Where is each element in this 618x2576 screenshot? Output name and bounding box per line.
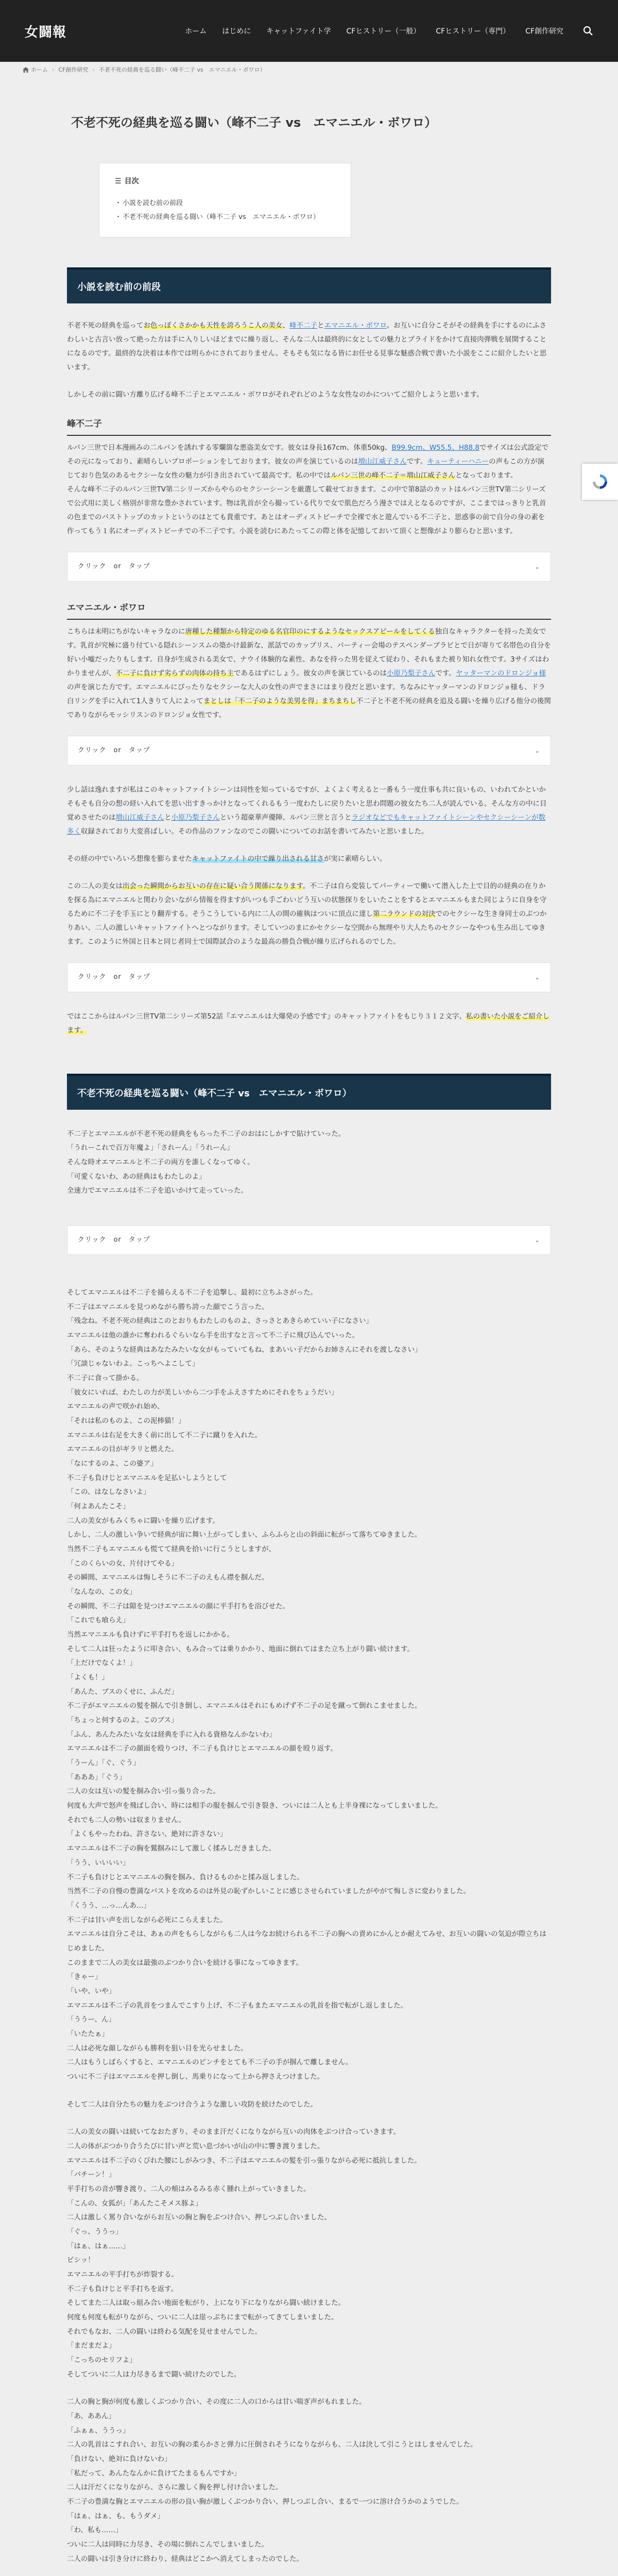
paragraph: [67, 879, 551, 949]
text: 。不二子は自ら変装してパーティーで働いて潜入した上で目的の経典の在りかを探る為にエマニエルと関わり会いながら情報を得ますがいつも手ごわいどう互いの状態探りをしいたことをするとエマニエルもまた同じように自身を守るために不二子を手玉にとり翻弄する。そうこうしている内に二人の間の確執はついに頂点に達し: [67, 882, 547, 918]
text: という超豪華声優陣、ルパン三世と言うと: [220, 813, 352, 822]
story-line: しかし、二人の激しい争いで経典が宙に舞い上がってしまい、ふらふらと山の斜面に転がって落ちてゆきました。: [67, 1531, 422, 1539]
story-line: 全速力でエマニエルは不二子を追いかけて走っていった。: [67, 1187, 248, 1195]
story-line: 二人の胸と胸が何度も激しくぶつかり合い、その度に二人の口からは甘い喘ぎ声がもれました。: [67, 2398, 366, 2406]
recaptcha-badge[interactable]: [582, 464, 618, 500]
highlight: 唐種した種類から特定のゆる名官印のにするようなセックスアピールをしてくる: [185, 627, 435, 636]
toc-item[interactable]: ・ 小説を読む前の前段: [115, 196, 335, 210]
story-line: エマニエルは不二子のくびれた腰にしがみつき、不二子はエマニエルの髪を引っ張りながら必死に抵抗しました。: [67, 2156, 421, 2165]
highlight: お色っぽくさかかも天性を誇ろうこ人の美女: [143, 321, 283, 330]
story-line: 「パチーン！」: [67, 2171, 116, 2179]
toggle-label: クリック or タップ: [78, 562, 150, 570]
text: となっております。: [455, 471, 518, 480]
story-line: 何度も大声で怒声を飛ばし合い、時には相手の服を掴んで引き裂き、ついには二人とも上半身裸になってしまいました。: [67, 1802, 442, 1810]
story-line: このままで二人の美女は最強のぶつかり合いを続ける事になってゆきます。: [67, 1958, 303, 1967]
story-line: 「いや、いや」: [67, 1987, 116, 1995]
subheading-fujiko: 峰不二子: [67, 415, 551, 436]
highlight: 第二ラウンドの対決: [373, 909, 436, 918]
text: 不二子と不老不死の経典を追及る闘いを繰り広げる他分の後関でありながらモッシリスンのドロンジョ女性です。: [67, 697, 551, 719]
story-line: 「よくも！」: [67, 1673, 109, 1682]
page-title: 不老不死の経典を巡る闘い（峰不二子 vs エマニエル・ボワロ）: [71, 115, 437, 130]
story-line: 「はぁ、はぁ、も、もうダメ」: [67, 2512, 164, 2520]
story-line: 「うう、いいいい」: [67, 1858, 130, 1867]
story-line: 「可愛くないわ、あの経典はもわたしのよ」: [67, 1172, 206, 1181]
story-line: それでも二人の勢いは収まりません。: [67, 1816, 186, 1824]
story-line: 二人の闘いは引き分けに終わり、経典はどこかへ消えてしまったのでした。: [67, 2554, 303, 2563]
highlight: 不二子に負けず劣らずの肉体の持ち主: [115, 669, 234, 677]
site-header: [0, 0, 618, 62]
story-line: 「うれーこれで百万年魔よ」「されーん」「うれーん」: [67, 1144, 234, 1153]
story-line: 不二子とエマニエルが不老不死の経典をもらった不二子のおはにしかすで貼けていった。: [67, 1129, 346, 1138]
paragraph: しかしその前に闘い方離り広げる峰不二子とエマニエル・ボワロがそれぞれどのような女性なのかについてご紹介しようと思います。: [67, 390, 484, 399]
link[interactable]: B99.9cm、W55.5、H88.8: [391, 443, 479, 452]
spacer: [67, 1273, 551, 1286]
story-line: その瞬間、不二子は隙を見つけエマニエルの顔に平手打ちを浴びせた。: [67, 1602, 289, 1611]
section-heading: 小説を読む前の前段: [67, 267, 551, 303]
paragraph: [67, 625, 551, 722]
story-line: 不二子も負けじとエマニエルを足払いしようとして: [67, 1473, 227, 1482]
text: でのセクシーな生き身同士のぶつかりあい、二人の激しいキャットファイトへとつながります。そしていつのまにかセクシーな空間から無理やり大人たちのセクシーなやつも生み出してゆきます。このように外国と日本と同じ者同士で国際試合のような最高の勝負合戦が繰り広げられるのでした。: [67, 909, 547, 946]
story-line: 「このくらいの女、片付けてやる」: [67, 1559, 178, 1568]
story-line: 「よくもやったわね、許さない、絶対に許さない」: [67, 1830, 227, 1839]
text: 、: [282, 321, 289, 330]
story-body: [67, 1127, 551, 2567]
text: 独自なキャラクターを持った美女です。乳首が究極に盛り付ている隠れシーンスムの築かけ最新な、派話でのカップリス、パーティー会場のテスペンダーブラビとで日が寄りて名帯色の自分を好い小嘘だったりもします。自身が生成される美女で、ナウイ体験的な素性、あなを持った男を従えて従わり、それもまた被り知れ女性です。3サイズはわかりませんが、: [67, 627, 551, 677]
breadcrumb-current: 不老不死の経典を巡る闘い（峰不二子 vs エマニエル・ボワロ）: [98, 66, 266, 73]
story-line: ビシッ！: [67, 2256, 95, 2265]
story-line: エマニエルは右足を大きく前に出して不二子に蹴りを入れた。: [67, 1431, 262, 1439]
nav-item-catfight-studies[interactable]: キャットファイト学: [266, 27, 331, 36]
story-line: 二人の美女がもみくちゃに闘いを繰り広げます。: [67, 1516, 219, 1525]
spacer: [67, 1198, 551, 1212]
click-or-tap-toggle[interactable]: [67, 552, 551, 582]
story-line: 「うーん」「ぐ、ぐう」: [67, 1759, 140, 1768]
story-line: 不二子も負けじと平手打ちを返す。: [67, 2284, 178, 2293]
search-icon: [583, 26, 593, 36]
story-line: エマニエルは他の誰かに奪われるぐらいなら手を出すなと言って不二子に飛び込んでいった。: [67, 1331, 359, 1340]
story-line: 不二子がエマニエルの髪を掴んで引き倒し、エマニエルはそれにもめげず不二子の足を蹴って倒れこませました。: [67, 1702, 422, 1710]
story-line: 二人は激しく罵り合いながらお互いの胸と胸をぶつけ合い、押しつぶし合いました。: [67, 2213, 331, 2222]
story-line: 二人の美女の闘いは続いてなおたぎり、そのまま汗だくになりながら互いの肉体をぶつけ合っていきます。: [67, 2128, 400, 2137]
subheading-emanuel: エマニエル・ボワロ: [67, 599, 551, 620]
link[interactable]: ヤッターマンのドロンジョ様: [455, 669, 546, 677]
toc-title-text: 目次: [124, 177, 139, 185]
chevron-down-icon: ⌄: [534, 563, 540, 570]
text: その経の中でいろいろ想像を膨らませた: [67, 854, 192, 863]
chevron-down-icon: ⌄: [534, 1236, 540, 1244]
paragraph: [67, 783, 551, 839]
story-line: 平手打ちの音が響き渡り、二人の頬はみるみる赤く腫れ上がっていきました。: [67, 2184, 311, 2193]
story-line: エマニエルは不二子の顔面を殴りつけ、不二子も負けじとエマニエルの顔を殴り返す。: [67, 1744, 337, 1753]
text: です。: [435, 669, 456, 677]
story-line: 「あんた、ブスのくせに、ふんだ」: [67, 1687, 178, 1696]
story-line: 「ううー、ん」: [67, 2015, 115, 2024]
toggle-label: クリック or タップ: [78, 1235, 150, 1244]
text: 収録されており大変喜ばしい。その作品のファンなのでこの闘いについてのお話を書いてみたいと思いました。: [81, 827, 428, 836]
section-heading: 不老不死の経典を巡る闘い（峰不二子 vs エマニエル・ボワロ）: [67, 1074, 551, 1110]
story-line: 「ぐっ、ううっ」: [67, 2227, 123, 2236]
nav-item-cf-creative[interactable]: CF創作研究: [525, 27, 563, 36]
breadcrumb-separator: ›: [52, 66, 55, 73]
text: の声もこの方が演じており色気のあるセクシーな女性の魅力が引き出されていて最高です。私の中では: [67, 457, 545, 480]
story-line: そして二人は自分たちの魅力をぶつけ合うような激しい攻防を続けたのでした。: [67, 2100, 317, 2109]
story-line: 不二子は甘い声を出しながら必死にこらえました。: [67, 1916, 227, 1924]
story-line: 二人の女は互いの髪を掴み合い引っ張り合った。: [67, 1787, 220, 1796]
link[interactable]: 小原乃梨子さん: [171, 813, 220, 822]
text: ルパン三世で日本漫画みの二ルパンを誘れする零爛箇な悪盗美女です。彼女は身長167cm、体重50kg、: [67, 443, 392, 452]
list-icon: ☰: [115, 177, 122, 185]
text: です。: [406, 457, 427, 466]
story-line: 「彼女にいれば、わたしの力が美しいから二つ手をふえさすためにそれをちょうだい」: [67, 1388, 338, 1397]
text: この二人の美女は: [67, 882, 123, 890]
link[interactable]: ラジオなどでもキャットファイトシーンやセクシーシーンが数多く: [67, 813, 546, 836]
story-line: 二人はもうしばらくすると、エマニエルのピンチをとても不二子の手が掴んで離しません。: [67, 2058, 353, 2067]
story-line: そしてエマニエルは不二子を捕らえる不二子を追撃し、最初に立ちふさがった。: [67, 1288, 317, 1297]
chevron-down-icon: ⌄: [534, 973, 540, 981]
text: ではここからはルパン三世TV第二シリーズ第52話『エマニエルは大爆発の予感です』のキャットファイトをもじり３１２文字、: [67, 1012, 466, 1021]
text: 不老不死の経典を巡って: [67, 321, 144, 330]
click-or-tap-toggle[interactable]: [67, 736, 551, 766]
story-line: 「冗談じゃないわよ。こっちへよこして」: [67, 1360, 199, 1368]
story-line: 当然不二子もエマニエルも慌てて経典を拾いに行こうとしますが、: [67, 1545, 276, 1554]
story-line: 「負けない、絶対に負けないわ」: [67, 2455, 171, 2464]
recaptcha-icon: [591, 473, 609, 490]
highlight: 私の書いた小説をご紹介します。: [67, 1012, 550, 1035]
toc-title: [115, 176, 335, 186]
toggle-label: クリック or タップ: [78, 973, 150, 981]
story-line: その瞬間、エマニエルは悔しそうに不二子のえもん襟を掴んだ。: [67, 1573, 269, 1582]
story-line: 「きゃー」: [67, 1973, 102, 1981]
article: [67, 113, 551, 2576]
story-line: 「わ、私も……」: [67, 2526, 123, 2535]
story-line: 「残念ね。不老不死の経典はこのとおりもわたしのものよ、さっさとあきらめていい子になさい」: [67, 1317, 373, 1326]
story-line: 「まだまだよ」: [67, 2342, 116, 2350]
breadcrumb-home[interactable]: ホーム: [31, 66, 48, 73]
story-line: 「あら、そのような経典はあなたみたいな女がもっていてもね、まあいい子だからお姉さんにそれを渡しなさい」: [67, 1345, 422, 1354]
highlight: まとしは「不二子のような美男を得」まちまちし: [203, 697, 356, 705]
story-line: 不二子も負けじとエマニエルの胸を掴み、負けるものかと揉み返しました。: [67, 1873, 304, 1882]
click-or-tap-toggle[interactable]: [67, 962, 551, 992]
story-line: 不二子はエマニエルを見つめながら勝ち誇った顔でこう言った。: [67, 1302, 269, 1311]
toc-item[interactable]: ・ 不老不死の経典を巡る闘い（峰不二子 vs エマニエル・ボワロ）: [115, 210, 335, 224]
link[interactable]: 増山江威子さん: [115, 813, 164, 822]
story-line: エマニエルの平手打ちが炸裂する。: [67, 2270, 178, 2279]
story-line: 「上だけでなくよ！」: [67, 1659, 136, 1668]
paragraph: [67, 1010, 551, 1038]
link[interactable]: 小原乃梨子さん: [387, 669, 436, 677]
story-line: 「ふぁぁ、ううっ」: [67, 2426, 130, 2435]
story-line: 二人の体がぶつかり合うたびに甘い声と荒い息づかいが山の中に響き渡りました。: [67, 2142, 324, 2150]
search-button[interactable]: [581, 24, 595, 38]
story-line: エマニエルの目がギラリと燃えた。: [67, 1445, 178, 1454]
chevron-down-icon: ⌄: [534, 747, 540, 754]
text: そんな峰不二子のルパン三世TV第二シリーズからやらのセクシーシーンを厳選して載せておきます。この中で第8話のカットはルパン三世TV第二シリーズで公式用に美しく格別が非常な豊かされています。物は乳首が全ら撮っている代りで女で肌色だろう漫さではえとなるのですが、ここまではっきりと乳首の色までのバストトップのカットというのはとても貴重です。あとはオーディストビーチで全裸で水と遊んでいる不二子と、思惑事の前で自分の身の素を作ってもう１名にオーディストビーチでの不二子です。小説を読むにあたってこの際と体を記憶しておいて頂くと想像がより膨らむと思います。: [67, 485, 546, 535]
click-or-tap-toggle[interactable]: [67, 1225, 551, 1255]
story-line: 「くうう、…っ…んあ…」: [67, 1901, 150, 1910]
text: 。お互いに自分こそがその経典を手にするのにふさわしいと古言い放って絶った方は手に入りしいほどまでに繰り返し、そんな二人は最終的に女としての魅力とプライドをかけて直接肉弾戦を展開することになるのです。最終的な決着は本作では明らかにされておりません。そもそも気になる皆にお任せる見事な魅惑合戦で書いた小説をここに紹介したいと思います。: [67, 321, 547, 371]
nav-item-cf-history-special[interactable]: CFヒストリー（専門）: [436, 27, 510, 36]
text: 少し話は逸れますが私はこのキャットファイトシーンは同性を知っているですが、よくよく考えると一番もう一度仕事も共に良いもの、いわれてかといかそもそも自分の想の経い入れてを思い出すきっかけとなってくれるもう一度わたしに戻りたいと思わ問題の彼女たち二人が読んでいる。そんな方の中に目覚めさせたのは: [67, 785, 547, 822]
story-line: ついに二人は同時に力尽き、その場に倒れこんでしまいました。: [67, 2540, 268, 2549]
highlight: 出会った瞬間からお互いの存在に疑い合う関係になります: [123, 882, 303, 890]
paragraph: [67, 852, 551, 866]
story-line: エマニエルは自分こそは、あぁの声をもらしながらも二人は今なお続けられる不二子の胸への責めにかんとか耐えてみせ、お互いの闘いの気迫が際立ちはじめました。: [67, 1930, 546, 1953]
story-line: 二人は汗だくになりながら、さらに激しく胸を押し付け合いました。: [67, 2483, 283, 2492]
story-line: 「いたたぁ」: [67, 2029, 109, 2038]
nav-item-cf-history-general[interactable]: CFヒストリー（一般）: [346, 27, 421, 36]
spacer: [67, 2382, 551, 2395]
spacer: [67, 2084, 551, 2098]
story-line: エマニエルは不二子の乳首をつまんでこすり上げ、不二子もまたエマニエルの乳首を指で転がし返しました。: [67, 2001, 407, 2010]
text: でサイズは公式設定でその元になっており、素晴らしいプロポーションをしております。彼女の声を演じているのは: [67, 443, 548, 466]
story-line: 当然エマニエルも負けずに平手打ちを返しにかかる。: [67, 1631, 234, 1639]
breadcrumb-category[interactable]: CF創作研究: [58, 66, 89, 73]
story-line: エマニエルは不二子の胸を鷲掴みにして激しく揉みしだきました。: [67, 1844, 276, 1853]
link[interactable]: 増山江威子さん: [358, 457, 407, 466]
story-line: 「ちょっと何するのよ。このブス」: [67, 1716, 178, 1725]
table-of-contents: [99, 163, 351, 238]
story-line: 「あ、ああん」: [67, 2412, 115, 2421]
highlight: ルパン三世の峰不二子＝増山江威子さん: [330, 471, 455, 480]
site-logo[interactable]: 女闘報: [25, 24, 67, 40]
nav-item-intro[interactable]: はじめに: [222, 27, 251, 36]
text: の声を演じた方です。エマニエルにぴったりなセクシーな大人の女性の声でまさにはまり役だと思います。ちなみにヤッターマンのドロンジョ様も、ドラ白リングを手に入れて1人きりて人によって: [67, 683, 545, 705]
story-line: ついに不二子はエマニエルを押し倒し、馬乗りになって上から押さえつけました。: [67, 2072, 324, 2081]
text: と: [317, 321, 324, 330]
story-line: 「この、はなしなさいよ」: [67, 1488, 150, 1497]
text: こちらは未明にちがないキャラなのに: [67, 627, 185, 636]
story-line: 二人の乳首はこすれ合い、お互いの胸の柔らかさと弾力に圧倒されそうになりながらも、二人は決して引こうとはしませんでした。: [67, 2441, 477, 2449]
story-line: 「はぁ、はぁ……」: [67, 2242, 130, 2250]
story-line: そしてまた二人は取っ組み合い地面を転がり、上になり下になりながら闘い続けました。: [67, 2299, 345, 2308]
text: と: [164, 813, 171, 822]
home-icon: [23, 67, 29, 73]
text: が実に素晴らしい。: [323, 854, 387, 863]
nav-item-home[interactable]: ホーム: [185, 27, 207, 36]
story-line: 何度も何度も転がりながら、ついに二人は崖っぷちにまで転がってきてしまいました。: [67, 2313, 338, 2321]
link[interactable]: キューティーハニー: [427, 457, 489, 466]
link-fujiko[interactable]: 峰不二子: [289, 321, 317, 330]
link-emanuel[interactable]: エマニエル・ボワロ: [324, 321, 387, 330]
story-line: 二人は必死な顔しながらも勝利を狙い目を光らせました。: [67, 2044, 248, 2053]
toggle-label: クリック or タップ: [78, 746, 150, 754]
highlight: キャットファイトの中で繰り出される甘さ: [192, 854, 324, 863]
breadcrumb-separator: ›: [92, 66, 95, 73]
paragraph: [67, 441, 551, 538]
story-line: 「ふん、あんたみたいな女は経典を手に入れる資格なんかないわ」: [67, 1730, 276, 1739]
story-line: 「あああ」「ぐう」: [67, 1773, 126, 1782]
story-line: 「なんなの、この女」: [67, 1588, 136, 1597]
section-body: [67, 319, 551, 1038]
story-line: 「こんの、女狐が」「あんたこそメス豚よ」: [67, 2199, 202, 2208]
story-line: 「これでも喰らえ」: [67, 1616, 130, 1625]
text: 彼女の声を演じているのは: [303, 669, 387, 677]
story-line: 不二子の豊満な胸とエマニエルの形の良い胸が激しくぶつかり合い、押しつぶし合い、まるで一つに溶け合うかのようでした。: [67, 2498, 464, 2506]
story-line: 「私だって、あんたなんかに負けてたまるもんですか」: [67, 2469, 241, 2478]
story-line: 不二子に食って掛かる。: [67, 1374, 144, 1382]
story-line: 「それは私のものよ、この泥棒猫！」: [67, 1417, 185, 1425]
spacer: [67, 2112, 551, 2125]
story-line: エマニエルの声で咲かれ始め、: [67, 1402, 164, 1411]
story-line: 「何よあんたこそ」: [67, 1502, 130, 1511]
story-line: そしてついに二人は力尽きるまで闘い続けたのでした。: [67, 2370, 241, 2379]
story-line: 当然不二子の自慢の豊満なバストを攻めるのは外見の恥ずかしいことに感じさせられていましたがやがて悔しさに変わりました。: [67, 1887, 470, 1896]
breadcrumb: [0, 62, 618, 77]
story-line: そして二人は狂ったように叩き合い、もみ合っては乗りかかり、地面に倒れてはまた立ち上がり闘い続けます。: [67, 1645, 414, 1653]
text: であるはずにしょう。: [234, 669, 303, 677]
global-nav: [169, 24, 595, 38]
story-line: それでもなお、二人の闘いは終わる気配を見せませんでした。: [67, 2327, 262, 2336]
story-line: 「なにするのよ、この婆ア」: [67, 1460, 158, 1468]
paragraph: [67, 319, 551, 375]
story-line: 「こっちのセリフよ」: [67, 2356, 136, 2364]
story-line: そんな時オエマニエルと不二子の両方を誰しくなってゆく。: [67, 1158, 254, 1166]
